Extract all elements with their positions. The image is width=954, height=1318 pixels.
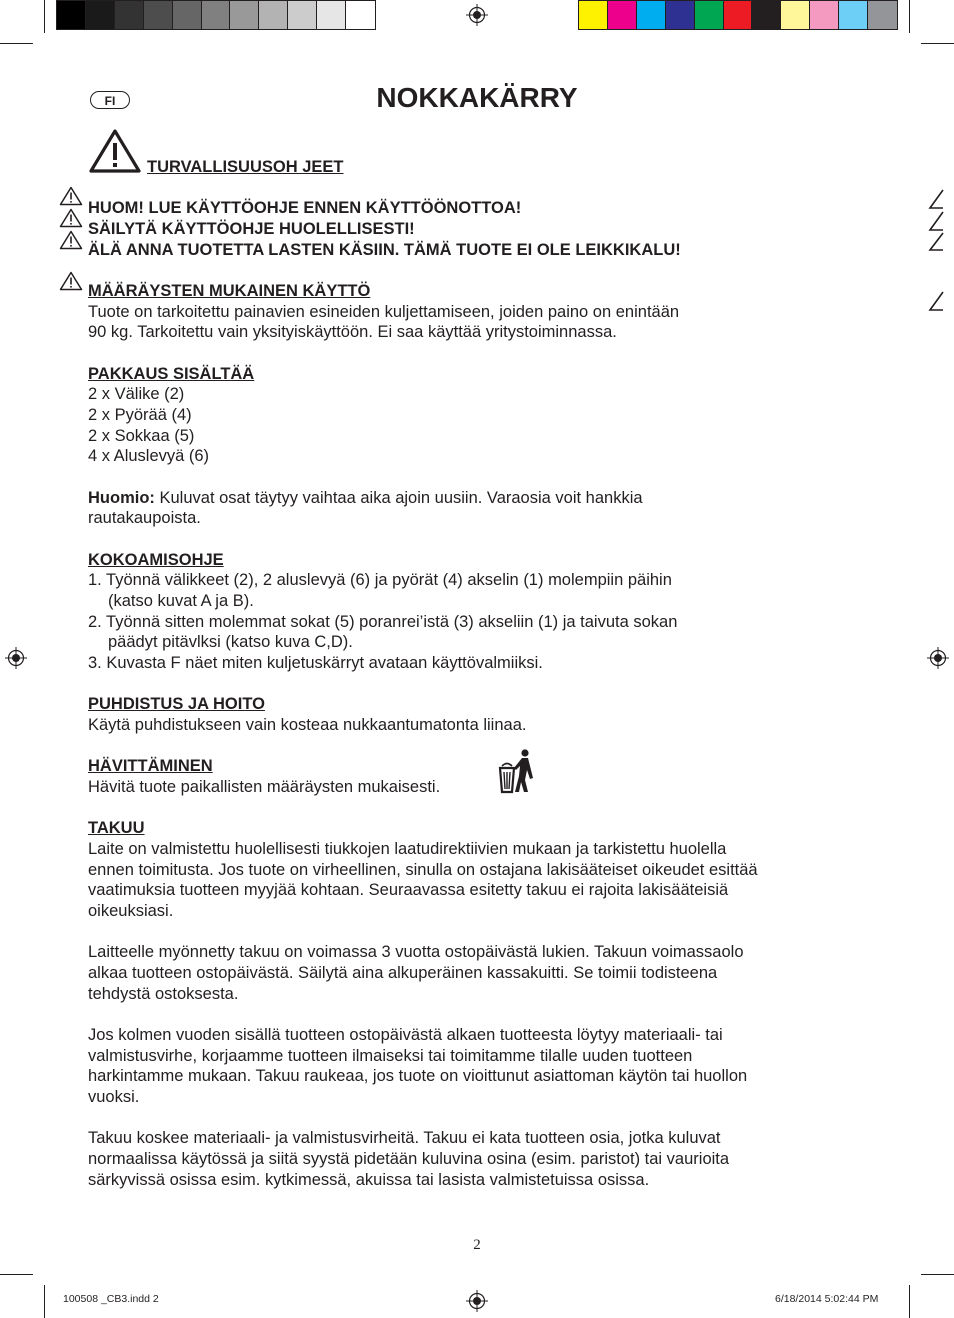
page-number: 2 [473,1237,481,1253]
color-swatch [666,1,695,29]
color-swatch [115,1,144,29]
warning-read-manual: HUOM! LUE KÄYTTÖOHJE ENNEN KÄYTTÖÖNOTTOA! [88,199,522,217]
warranty-text: tehdystä ostoksesta. [88,985,239,1003]
package-item: 2 x Pyörää (4) [88,406,192,424]
color-swatch [57,1,86,29]
color-swatch [637,1,666,29]
intended-use-heading: MÄÄRÄYSTEN MUKAINEN KÄYTTÖ [88,282,371,300]
warranty-heading: TAKUU [88,819,145,837]
color-swatch [230,1,259,29]
crop-mark [921,1274,954,1275]
language-badge: FI [90,91,130,109]
warning-children: ÄLÄ ANNA TUOTETTA LASTEN KÄSIIN. TÄMÄ TUOTE EI OLE LEIKKIKALU! [88,241,681,259]
warranty-text: ennen toimitusta. Jos tuote on virheellinen, sinulla on ostajana lakisääteiset oikeudet esittää [88,861,758,879]
warning-triangle-icon [88,128,142,174]
note-text: rautakaupoista. [88,509,201,527]
warranty-text: vuoksi. [88,1088,140,1106]
registration-mark-icon [5,647,27,669]
package-item: 2 x Sokkaa (5) [88,427,195,445]
warranty-text: alkaa tuotteen ostopäivästä. Säilytä aina alkuperäinen kassakuitti. Se toimii todisteena [88,964,718,982]
assembly-step: päädyt pitävlksi (katso kuva C,D). [108,633,353,651]
color-swatch [752,1,781,29]
package-item: 2 x Välike (2) [88,385,185,403]
intended-use-text: Tuote on tarkoitettu painavien esineiden kuljettamiseen, joiden paino on enintään [88,303,680,321]
color-swatch [695,1,724,29]
disposal-heading: HÄVITTÄMINEN [88,757,213,775]
crop-mark [44,1285,45,1318]
assembly-step: 3. Kuvasta F näet miten kuljetuskärryt avataan käyttövalmiiksi. [88,654,543,672]
registration-mark-icon [466,1290,488,1312]
note-paragraph [88,488,643,509]
warning-triangle-icon [59,208,83,228]
color-swatch [579,1,608,29]
cleaning-heading: PUHDISTUS JA HOITO [88,695,265,713]
assembly-step: 1. Työnnä välikkeet (2), 2 aluslevyä (6) ja pyörät (4) akselin (1) molempiin päihin [88,571,672,589]
warranty-text: valmistusvirhe, korjaamme tuotteen ilmaiseksi tai toimitamme tilalle uuden tuotteen [88,1047,693,1065]
warning-triangle-icon [59,230,83,250]
warranty-text: vaatimuksia tuotteen myyjää kohtaan. Seuraavassa esitetty takuu ei rajoita lakisääteisiä [88,881,729,899]
grayscale-color-bar [56,0,376,30]
color-swatch [810,1,839,29]
color-swatch [202,1,231,29]
slug-timestamp: 6/18/2014 5:02:44 PM [775,1293,879,1305]
color-swatch [144,1,173,29]
note-text: Kuluvat osat täytyy vaihtaa aika ajoin uusiin. Varaosia voit hankkia [154,489,643,507]
warranty-text: oikeuksiasi. [88,902,174,920]
color-swatch [86,1,115,29]
page-title: NOKKAKÄRRY [376,82,578,113]
warning-triangle-icon [59,186,83,206]
disposal-text: Hävitä tuote paikallisten määräysten mukaisesti. [88,778,441,796]
crop-mark [909,0,910,33]
warranty-text: Jos kolmen vuoden sisällä tuotteen ostopäivästä alkaen tuotteesta löytyy materiaali- tai [88,1026,723,1044]
color-swatch [781,1,810,29]
bleed-warning-triangle-icon [928,290,944,312]
bleed-warning-triangle-icon [928,188,944,252]
warranty-text: Laitteelle myönnetty takuu on voimassa 3 vuotta ostopäivästä lukien. Takuun voimassaolo [88,943,744,961]
crop-mark [0,43,33,44]
assembly-heading: KOKOAMISOHJE [88,551,224,569]
color-swatch [724,1,753,29]
color-swatch [868,1,897,29]
color-swatch [608,1,637,29]
crop-mark [909,1285,910,1318]
assembly-step: 2. Työnnä sitten molemmat sokat (5) poranrei’istä (3) akseliin (1) ja taivuta sokan [88,613,678,631]
warranty-text: Takuu koskee materiaali- ja valmistusvirheitä. Takuu ei kata tuotteen osia, jotka kuluvat [88,1129,721,1147]
warning-triangle-icon [59,271,83,291]
warranty-text: Laite on valmistettu huolellisesti tiukkojen laatudirektiivien mukaan ja tarkistettu huolella [88,840,727,858]
intended-use-text: 90 kg. Tarkoitettu vain yksityiskäyttöön. Ei saa käyttää yritystoiminnassa. [88,323,617,341]
warranty-text: harkintamme mukaan. Takuu raukeaa, jos tuote on vioittunut asiattoman käytön tai huollon [88,1067,748,1085]
slug-filename: 100508 _CB3.indd 2 [63,1293,159,1305]
cleaning-text: Käytä puhdistukseen vain kosteaa nukkaantumatonta liinaa. [88,716,527,734]
crop-mark [44,0,45,33]
package-item: 4 x Aluslevyä (6) [88,447,210,465]
note-label: Huomio: [88,489,155,507]
process-color-bar [578,0,898,30]
color-swatch [346,1,375,29]
recycle-bin-icon [498,748,536,794]
warranty-text: särkyvissä osissa esim. kytkimessä, akuissa tai lasista valmistetuissa osissa. [88,1171,650,1189]
color-swatch [173,1,202,29]
package-heading: PAKKAUS SISÄLTÄÄ [88,365,255,383]
crop-mark [0,1274,33,1275]
color-swatch [259,1,288,29]
warning-keep-manual: SÄILYTÄ KÄYTTÖOHJE HUOLELLISESTI! [88,220,415,238]
crop-mark [921,43,954,44]
registration-mark-icon [466,4,488,26]
warranty-text: normaalissa käytössä ja siitä syystä pidetään kuluvina osina (esim. paristot) tai vaurioita [88,1150,730,1168]
registration-mark-icon [927,647,949,669]
color-swatch [317,1,346,29]
color-swatch [288,1,317,29]
color-swatch [839,1,868,29]
safety-heading: TURVALLISUUSOH JEET [147,158,344,176]
assembly-step: (katso kuvat A ja B). [108,592,254,610]
